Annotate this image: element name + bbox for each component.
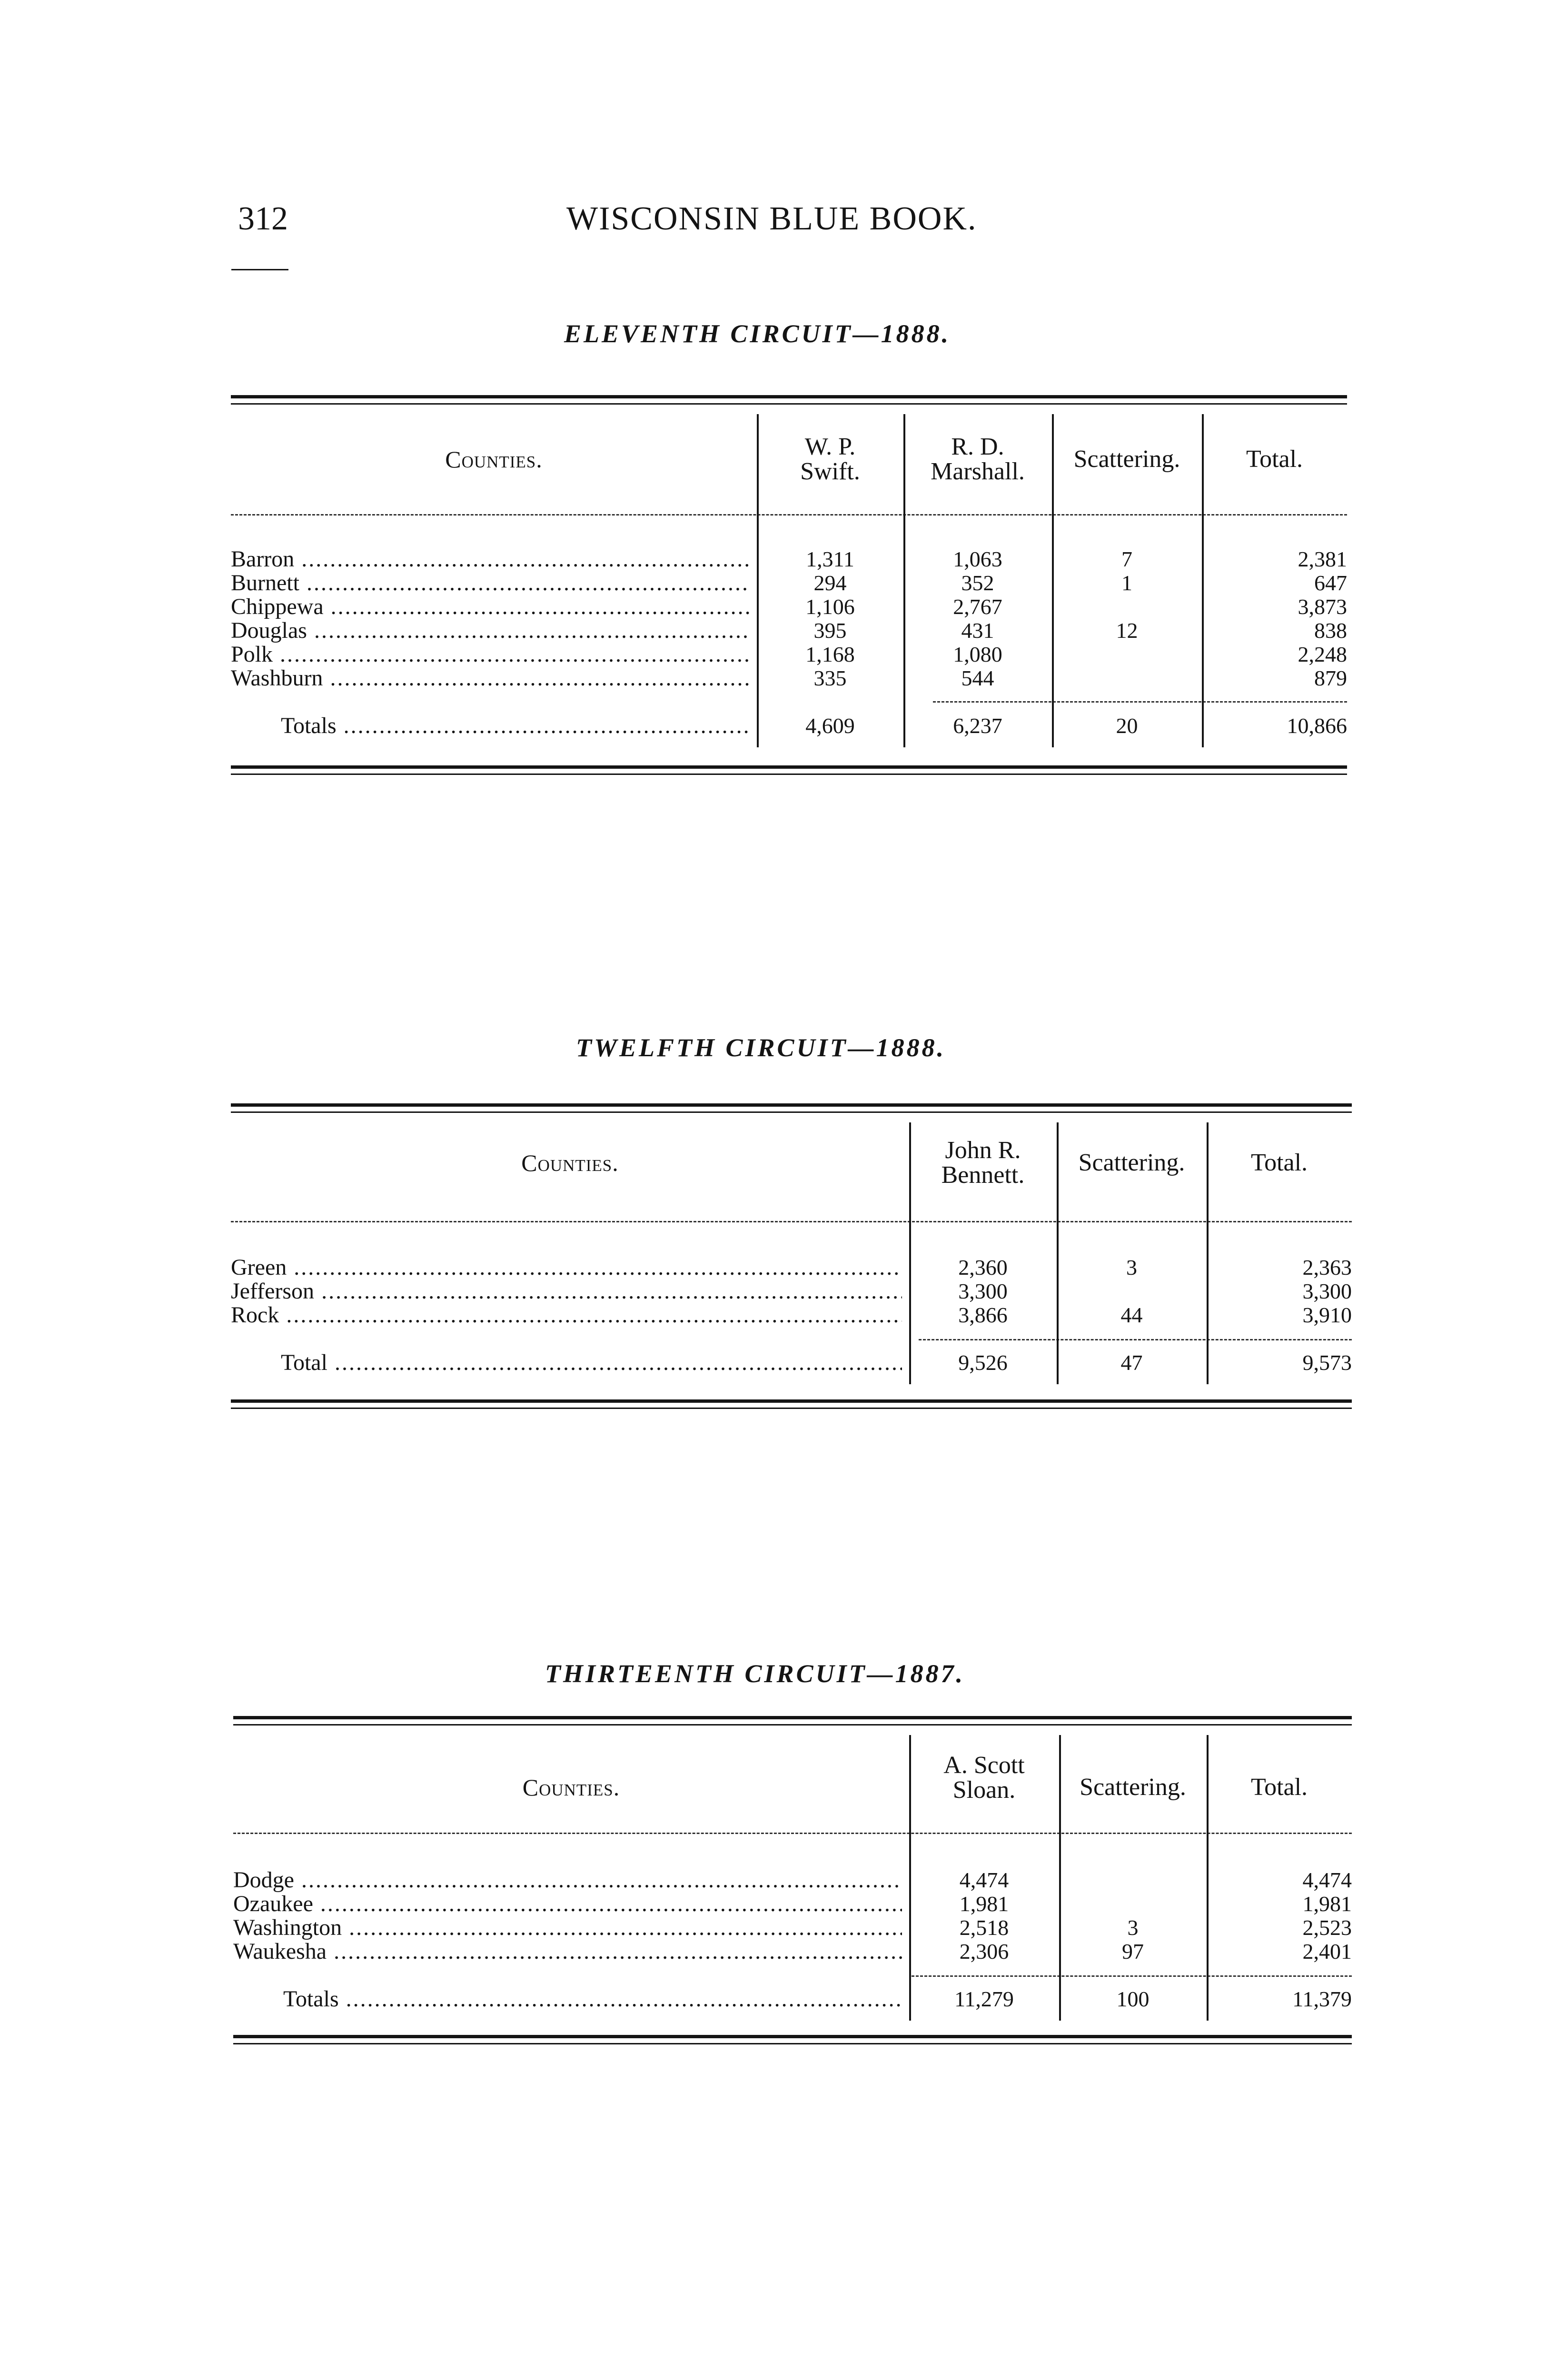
- table-row: [231, 643, 1347, 666]
- table-row: [233, 1916, 1352, 1940]
- value-cell: 4,609: [805, 714, 855, 738]
- value-cell: 47: [1120, 1350, 1143, 1375]
- county-name: Polk .....: [231, 643, 750, 666]
- table-row: [231, 547, 1347, 571]
- county-name: Rock .....: [231, 1303, 902, 1327]
- eleventh-circuit-table: [231, 395, 1347, 785]
- value-cell: 3,300: [1302, 1279, 1352, 1303]
- totals-row: [233, 1987, 1352, 2011]
- county-name: Burnett .....: [231, 571, 750, 595]
- page-number-rule: [231, 269, 288, 270]
- table-top-rule: [231, 395, 1347, 405]
- value-cell: 2,360: [958, 1255, 1008, 1279]
- table-bottom-rule: [233, 2035, 1352, 2044]
- table-bottom-rule: [231, 765, 1347, 775]
- header-scattering: Scattering.: [1080, 1774, 1186, 1801]
- header-candidate-bennett: [909, 1127, 1057, 1199]
- header-line: Sloan.: [952, 1776, 1016, 1804]
- header-rule: [231, 1221, 1352, 1222]
- value-cell: 11,379: [1292, 1987, 1352, 2011]
- header-total: Total.: [1246, 446, 1303, 473]
- value-cell: 10,866: [1287, 714, 1347, 738]
- table-top-rule: [231, 1103, 1352, 1113]
- value-cell: 20: [1116, 714, 1138, 738]
- header-line: John R.: [945, 1137, 1021, 1164]
- value-cell: 9,526: [958, 1350, 1008, 1375]
- county-name: Jefferson .....: [231, 1279, 902, 1303]
- value-cell: 2,518: [959, 1915, 1009, 1940]
- value-cell: 4,474: [1302, 1868, 1352, 1892]
- header-line: R. D.: [951, 433, 1004, 460]
- header-total: Total.: [1250, 1149, 1308, 1176]
- header-line: A. Scott: [943, 1752, 1025, 1779]
- value-cell: 879: [1314, 666, 1347, 690]
- table-row: [231, 666, 1347, 690]
- value-cell: 3,866: [958, 1303, 1008, 1327]
- totals-label: Total .....: [281, 1351, 902, 1375]
- running-title: WISCONSIN BLUE BOOK.: [566, 200, 977, 237]
- value-cell: 3,910: [1302, 1303, 1352, 1327]
- value-cell: 11,279: [954, 1987, 1014, 2011]
- table-bottom-rule: [231, 1399, 1352, 1409]
- header-rule: [231, 514, 1347, 516]
- table-row: [231, 595, 1347, 619]
- value-cell: 9,573: [1302, 1350, 1352, 1375]
- totals-row: [231, 1351, 1352, 1375]
- value-cell: 3,300: [958, 1279, 1008, 1303]
- value-cell: 44: [1120, 1303, 1143, 1327]
- thirteenth-circuit-title: THIRTEENTH CIRCUIT—1887.: [545, 1659, 965, 1688]
- value-cell: 838: [1314, 618, 1347, 643]
- header-candidate-swift: [757, 424, 903, 495]
- value-cell: 2,381: [1298, 547, 1347, 571]
- county-name: Washington .....: [233, 1916, 902, 1940]
- table-row: [231, 1256, 1352, 1279]
- value-cell: 2,523: [1302, 1915, 1352, 1940]
- value-cell: 1,168: [805, 642, 855, 666]
- table-row: [231, 619, 1347, 643]
- county-name: Ozaukee .....: [233, 1892, 902, 1916]
- value-cell: 3: [1126, 1255, 1137, 1279]
- value-cell: 2,767: [953, 595, 1002, 619]
- value-cell: 4,474: [959, 1868, 1009, 1892]
- value-cell: 294: [813, 571, 847, 595]
- page-number: 312: [238, 200, 288, 237]
- totals-label: Totals .....: [281, 714, 750, 738]
- value-cell: 395: [813, 618, 847, 643]
- county-name: Douglas .....: [231, 619, 750, 643]
- totals-rule: [933, 701, 1347, 703]
- header-rule: [233, 1833, 1352, 1834]
- header-line: Marshall.: [931, 458, 1025, 485]
- totals-rule: [919, 1339, 1352, 1340]
- value-cell: 7: [1121, 547, 1132, 571]
- header-candidate-sloan: [909, 1740, 1059, 1816]
- value-cell: 2,401: [1302, 1939, 1352, 1964]
- value-cell: 544: [961, 666, 994, 690]
- header-scattering: Scattering.: [1078, 1149, 1185, 1176]
- header-line: Bennett.: [941, 1161, 1025, 1189]
- county-name: Green .....: [231, 1256, 902, 1279]
- county-name: Dodge .....: [233, 1868, 902, 1892]
- value-cell: 647: [1314, 571, 1347, 595]
- totals-rule: [912, 1975, 1352, 1977]
- value-cell: 1,311: [806, 547, 854, 571]
- table-row: [231, 1279, 1352, 1303]
- header-total: Total.: [1250, 1774, 1308, 1801]
- value-cell: 431: [961, 618, 994, 643]
- value-cell: 2,363: [1302, 1255, 1352, 1279]
- table-row: [233, 1868, 1352, 1892]
- header-line: W. P.: [804, 433, 856, 460]
- value-cell: 1,080: [953, 642, 1002, 666]
- county-name: Waukesha .....: [233, 1940, 902, 1964]
- header-counties: Counties.: [445, 446, 543, 473]
- value-cell: 97: [1122, 1939, 1144, 1964]
- header-candidate-marshall: [903, 424, 1052, 495]
- value-cell: 1,981: [959, 1892, 1009, 1916]
- county-name: Washburn .....: [231, 666, 750, 690]
- county-name: Chippewa .....: [231, 595, 750, 619]
- value-cell: 3: [1127, 1915, 1139, 1940]
- header-counties: Counties.: [522, 1774, 620, 1801]
- totals-row: [231, 714, 1347, 738]
- table-row: [231, 571, 1347, 595]
- value-cell: 1: [1121, 571, 1132, 595]
- twelfth-circuit-table: [231, 1103, 1352, 1418]
- table-row: [233, 1940, 1352, 1964]
- value-cell: 352: [961, 571, 994, 595]
- table-row: [231, 1303, 1352, 1327]
- county-name: Barron .....: [231, 547, 750, 571]
- value-cell: 6,237: [953, 714, 1002, 738]
- twelfth-circuit-title: TWELFTH CIRCUIT—1888.: [576, 1033, 946, 1062]
- table-row: [233, 1892, 1352, 1916]
- value-cell: 12: [1116, 618, 1138, 643]
- totals-label: Totals .....: [283, 1987, 902, 2011]
- value-cell: 1,981: [1302, 1892, 1352, 1916]
- value-cell: 100: [1116, 1987, 1150, 2011]
- header-line: Swift.: [800, 458, 860, 485]
- table-top-rule: [233, 1716, 1352, 1726]
- thirteenth-circuit-table: [233, 1716, 1352, 2049]
- value-cell: 1,063: [953, 547, 1002, 571]
- value-cell: 1,106: [805, 595, 855, 619]
- eleventh-circuit-title: ELEVENTH CIRCUIT—1888.: [564, 319, 951, 348]
- value-cell: 2,306: [959, 1939, 1009, 1964]
- value-cell: 3,873: [1298, 595, 1347, 619]
- value-cell: 2,248: [1298, 642, 1347, 666]
- header-counties: Counties.: [521, 1150, 619, 1176]
- value-cell: 335: [813, 666, 847, 690]
- header-scattering: Scattering.: [1073, 446, 1180, 473]
